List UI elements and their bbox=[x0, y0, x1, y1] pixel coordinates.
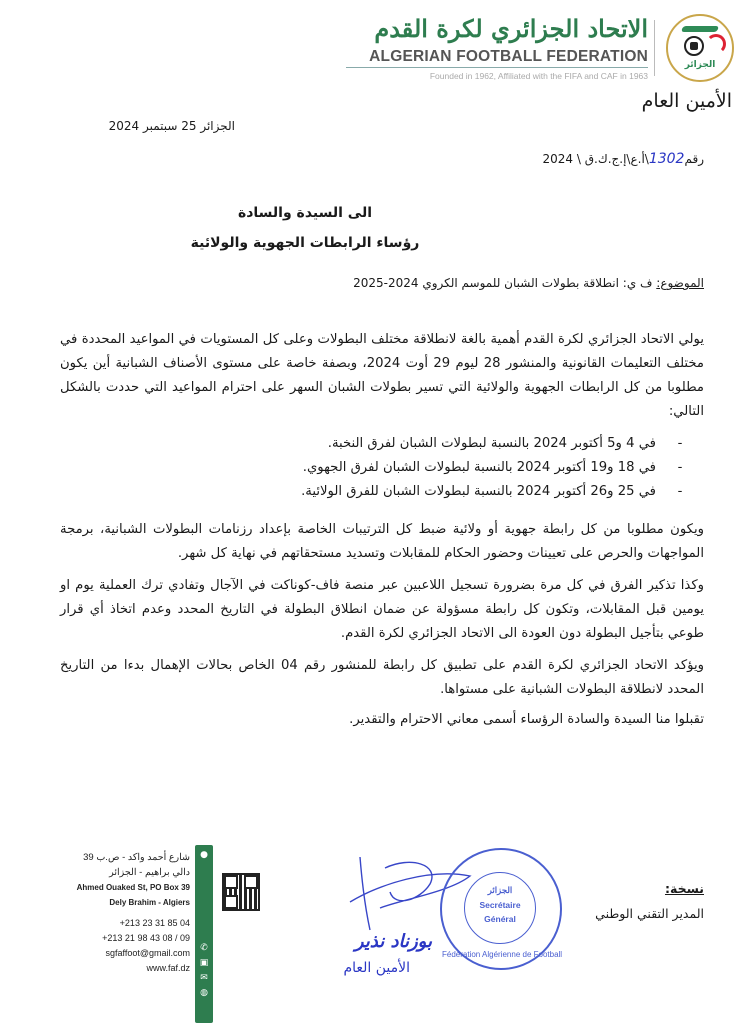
address-english-1: Ahmed Ouaked St, PO Box 39 bbox=[76, 883, 190, 892]
email-icon: ✉ bbox=[200, 973, 208, 983]
qr-finder bbox=[224, 875, 238, 889]
copy-recipient: المدير التقني الوطني bbox=[595, 906, 704, 921]
letter-date: الجزائر 25 سبتمبر 2024 bbox=[108, 119, 235, 133]
stamp-ring-text: Fédération Algérienne de Football bbox=[442, 950, 563, 959]
stamp-inner bbox=[464, 872, 536, 944]
reference-handwritten-number: 1302 bbox=[648, 151, 685, 167]
body-paragraph-3: وكذا تذكير الفرق في كل مرة بضرورة تسجيل اللاعبين عبر منصة فاف-كوناكت في الآجال وتفادي ترك العملية يوم او يومين قبل المقابلات، وتكون كل رابطة مسؤولة عن ضمان انطلاق البطولة في التاريخ المحدد وعدم اتخاذ أي قرار طوعي بتأجيل البطولة دون العودة الى الاتحاد الجزائري لكرة القدم. bbox=[60, 578, 704, 641]
location-icon: ● bbox=[200, 850, 208, 860]
federation-name-english: ALGERIAN FOOTBALL FEDERATION bbox=[346, 48, 648, 68]
header-divider bbox=[654, 20, 655, 76]
reference-number bbox=[420, 150, 704, 168]
list-marker: - bbox=[677, 460, 683, 475]
stamp-center-line-2: Général bbox=[484, 914, 516, 924]
logo-stripe bbox=[681, 26, 719, 32]
email-address[interactable]: sgfaffoot@gmail.com bbox=[105, 948, 190, 958]
list-item-text: في 25 و26 أكتوبر 2024 بالنسبة لبطولات الشبان للفرق الولائية. bbox=[301, 484, 656, 499]
fax-icon: ▣ bbox=[199, 958, 209, 968]
list-item-text: في 4 و5 أكتوبر 2024 بالنسبة لبطولات الشبان لفرق النخبة. bbox=[327, 436, 656, 451]
phone-icon: ✆ bbox=[200, 943, 208, 953]
stamp-center-arabic: الجزائر bbox=[487, 885, 513, 895]
address-arabic-2: دالي براهيم - الجزائر bbox=[109, 867, 190, 878]
addressee-block bbox=[150, 198, 460, 258]
contact-icon-bar bbox=[195, 845, 213, 1023]
official-stamp bbox=[440, 848, 562, 970]
signatory-title: الأمين العام bbox=[343, 960, 410, 976]
logo-crescent-icon bbox=[706, 34, 726, 54]
fax-number: +213 21 98 43 08 / 09 bbox=[102, 933, 190, 943]
qr-code[interactable] bbox=[222, 873, 260, 911]
address-arabic-1: شارع أحمد واكد - ص.ب 39 bbox=[83, 852, 190, 863]
reference-suffix: \أ.ع\إ.ج.ك.ق \ 2024 bbox=[542, 152, 649, 166]
list-marker: - bbox=[677, 436, 683, 451]
list-item bbox=[80, 480, 704, 504]
list-marker: - bbox=[677, 484, 683, 499]
stamp-center-line-1: Secrétaire bbox=[479, 900, 521, 910]
qr-finder bbox=[224, 895, 238, 909]
logo-ball-icon bbox=[684, 36, 704, 56]
office-title: الأمين العام bbox=[641, 90, 732, 112]
list-item-text: في 18 و19 أكتوبر 2024 بالنسبة لبطولات الشبان لفرق الجهوي. bbox=[302, 460, 656, 475]
closing-paragraph: تقبلوا منا السيدة والسادة الرؤساء أسمى معاني الاحترام والتقدير. bbox=[349, 712, 704, 727]
federation-name-arabic: الاتحاد الجزائري لكرة القدم bbox=[374, 14, 648, 43]
address-english-2: Dely Brahim - Algiers bbox=[109, 898, 190, 907]
phone-number: +213 23 31 85 04 bbox=[119, 918, 190, 928]
copy-label bbox=[580, 880, 704, 898]
subject-line bbox=[300, 274, 704, 292]
faf-logo bbox=[666, 14, 734, 82]
body-paragraph-4: ويؤكد الاتحاد الجزائري لكرة القدم على تطبيق كل رابطة للمنشور رقم 04 الخاص بحالات الإهمال بدءا من التاريخ المحدد لانطلاقة البطولات الشبانية على مستواها. bbox=[60, 658, 704, 697]
copy-label-text: نسخة: bbox=[664, 881, 704, 896]
body-paragraph-2: ويكون مطلوبا من كل رابطة جهوية أو ولائية ضبط كل الترتيبات الخاصة بإعداد رزنامات البطولات الشبانية، برمجة المواجهات والحرص على تعيينات وحضور الحكام للمقابلات وتسديد مستحقاتهم في نهاية كل شهر. bbox=[60, 522, 704, 561]
qr-finder bbox=[244, 875, 258, 889]
contact-block bbox=[60, 850, 190, 976]
website-link[interactable]: www.faf.dz bbox=[146, 963, 190, 973]
subject-text: ف ي: انطلاقة بطولات الشبان للموسم الكروي 2024-2025 bbox=[353, 276, 657, 290]
reference-prefix: رقم bbox=[684, 152, 704, 166]
schedule-list bbox=[80, 432, 704, 504]
federation-founded-line: Founded in 1962, Affiliated with the FIFA and CAF in 1963 bbox=[429, 71, 648, 81]
body-paragraph-1: يولي الاتحاد الجزائري لكرة القدم أهمية بالغة لانطلاقة مختلف البطولات وعلى كل المستويات في المواعيد المحددة في مختلف التعليمات القانونية والمنشور 28 ليوم 29 أوت 2024، وبصفة خاصة على مستوى الأصناف الشبانية أين يكون مطلوبا من كل الرابطات الجهوية والولائية التي تسير بطولات الشبان السهر على احترام المواعيد التي حددت بالشكل التالي: bbox=[60, 332, 704, 419]
subject-label: الموضوع: bbox=[656, 276, 704, 290]
logo-text: الجزائر bbox=[684, 60, 716, 70]
addressee-line-1: الى السيدة والسادة bbox=[237, 205, 373, 221]
addressee-line-2: رؤساء الرابطات الجهوية والولائية bbox=[190, 235, 420, 251]
signatory-name: بوزناد نذير bbox=[354, 931, 432, 952]
list-item bbox=[80, 456, 704, 480]
list-item bbox=[80, 432, 704, 456]
globe-icon: ◍ bbox=[200, 988, 208, 998]
